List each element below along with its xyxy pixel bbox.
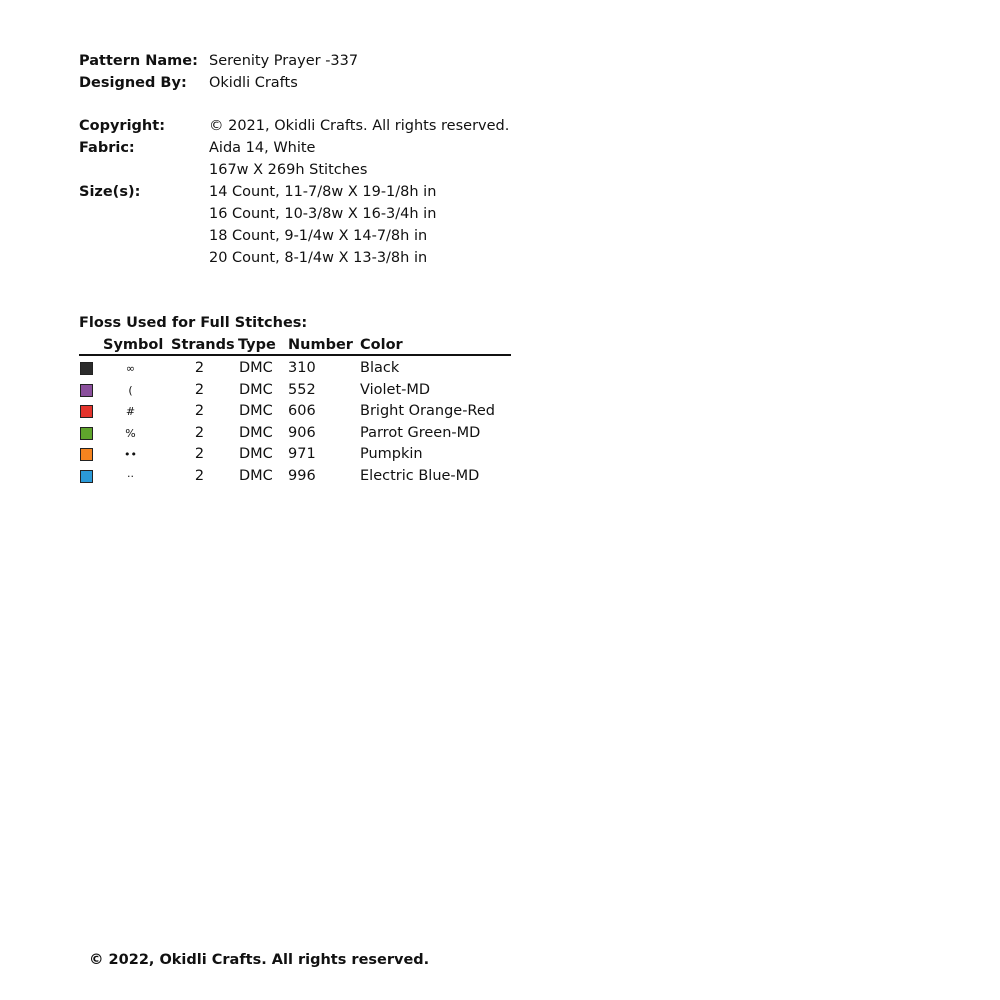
header-strands: Strands (171, 337, 235, 353)
floss-color-name: Electric Blue-MD (360, 467, 480, 484)
floss-row (79, 358, 511, 380)
copyright-value: © 2021, Okidli Crafts. All rights reserved. (209, 118, 510, 134)
floss-color-name: Parrot Green-MD (360, 424, 481, 441)
size-value: 20 Count, 8-1/4w X 13-3/8h in (209, 250, 428, 266)
floss-type: DMC (239, 446, 273, 463)
color-swatch (80, 405, 93, 418)
header-color: Color (360, 337, 403, 353)
size-value: 14 Count, 11-7/8w X 19-1/8h in (209, 184, 437, 200)
floss-number: 606 (288, 403, 316, 420)
floss-color-name: Black (360, 360, 400, 376)
color-swatch (80, 427, 93, 440)
floss-number: 971 (288, 446, 316, 463)
floss-strands: 2 (194, 424, 205, 441)
floss-row (79, 466, 511, 488)
floss-color-name: Pumpkin (360, 446, 423, 463)
floss-symbol: # (125, 405, 136, 419)
floss-number: 996 (288, 467, 316, 484)
stitches-value: 167w X 269h Stitches (209, 162, 368, 178)
floss-row (79, 444, 511, 466)
color-swatch (80, 470, 93, 483)
floss-row (79, 423, 511, 445)
pattern-name-value: Serenity Prayer -337 (209, 53, 359, 69)
floss-symbol: % (125, 426, 136, 440)
floss-number: 906 (288, 424, 316, 441)
designer-label: Designed By: (79, 75, 187, 91)
floss-type: DMC (239, 360, 273, 376)
header-number: Number (288, 337, 353, 353)
floss-section (79, 312, 511, 488)
floss-row (79, 380, 511, 402)
pattern-name-label: Pattern Name: (79, 53, 198, 69)
floss-symbol: ∞ (125, 362, 136, 375)
floss-symbol: ( (128, 383, 133, 397)
size-value: 16 Count, 10-3/8w X 16-3/4h in (209, 206, 437, 222)
sizes-label: Size(s): (79, 184, 141, 200)
floss-strands: 2 (194, 381, 205, 398)
floss-number: 552 (288, 381, 316, 398)
header-type: Type (238, 337, 276, 353)
floss-strands: 2 (194, 403, 205, 420)
footer-copyright: © 2022, Okidli Crafts. All rights reserved. (89, 952, 430, 968)
color-swatch (80, 384, 93, 397)
color-swatch (80, 362, 93, 375)
floss-symbol: ·· (127, 469, 134, 483)
floss-type: DMC (239, 403, 273, 420)
designer-value: Okidli Crafts (209, 75, 298, 91)
floss-type: DMC (239, 467, 273, 484)
floss-color-name: Violet-MD (360, 381, 431, 398)
floss-color-name: Bright Orange-Red (360, 403, 495, 420)
floss-table-header (79, 334, 511, 356)
floss-symbol: •• (124, 448, 137, 462)
fabric-label: Fabric: (79, 140, 135, 156)
fabric-value: Aida 14, White (209, 140, 316, 156)
color-swatch (80, 448, 93, 461)
floss-title: Floss Used for Full Stitches: (79, 315, 308, 331)
size-value: 18 Count, 9-1/4w X 14-7/8h in (209, 228, 428, 244)
floss-type: DMC (239, 381, 273, 398)
floss-number: 310 (288, 360, 316, 376)
header-symbol: Symbol (103, 337, 164, 353)
floss-strands: 2 (194, 467, 205, 484)
floss-strands: 2 (194, 446, 205, 463)
floss-row (79, 401, 511, 423)
copyright-label: Copyright: (79, 118, 165, 134)
floss-strands: 2 (194, 360, 205, 376)
floss-type: DMC (239, 424, 273, 441)
